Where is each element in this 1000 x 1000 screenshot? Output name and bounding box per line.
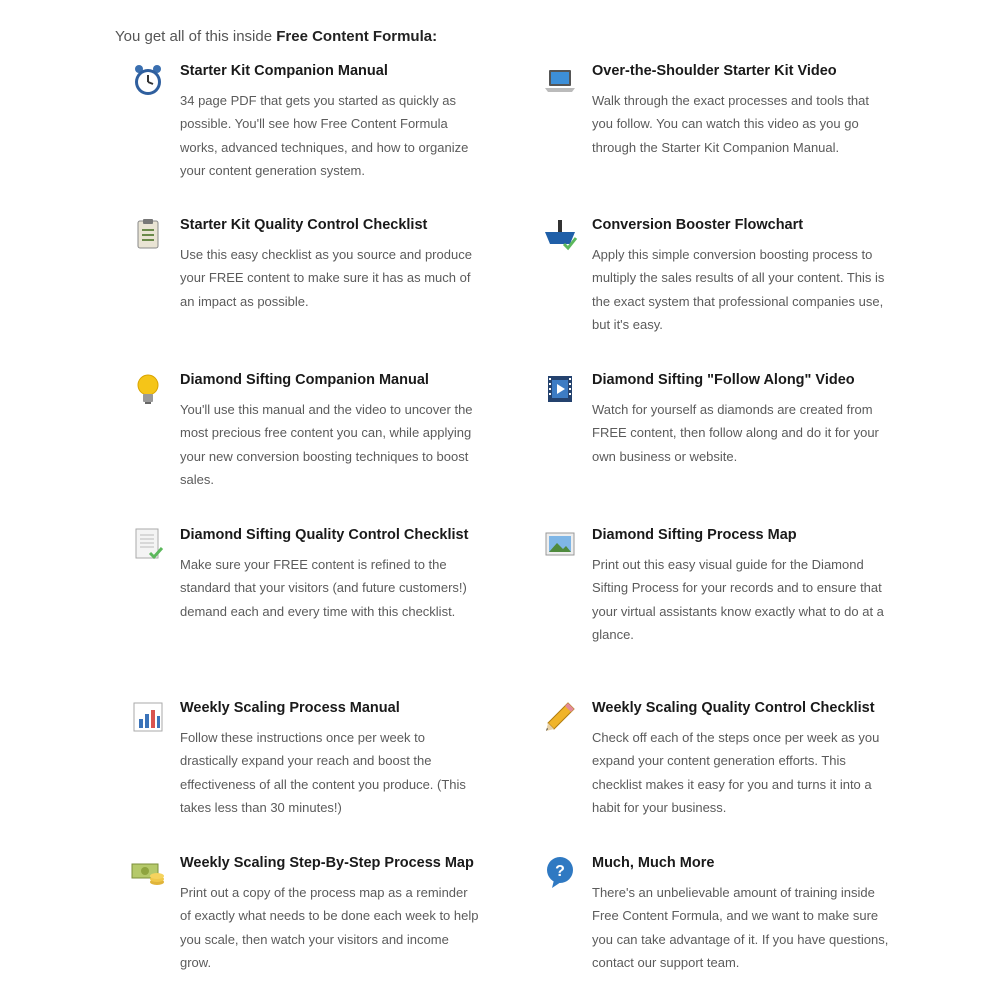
- item-description: Watch for yourself as diamonds are created from FREE content, then follow along and do it for your own business or website.: [592, 402, 879, 464]
- item-title: Diamond Sifting "Follow Along" Video: [592, 372, 855, 388]
- feature-item: [592, 62, 892, 159]
- item-description: Print out a copy of the process map as a reminder of exactly what needs to be done each week to help you scale, then watch your visitors and income grow.: [180, 885, 479, 971]
- feature-item: [592, 216, 892, 337]
- item-description: 34 page PDF that gets you started as quickly as possible. You'll see how Free Content Formula works, advanced techniques, and how to organize your content generation system.: [180, 93, 469, 179]
- feature-item: [180, 854, 480, 975]
- item-title: Diamond Sifting Quality Control Checklist: [180, 527, 469, 543]
- feature-item: [180, 216, 480, 313]
- feature-item: [180, 526, 480, 623]
- feature-item: [180, 371, 480, 492]
- intro-text: [115, 28, 437, 45]
- item-description: Print out this easy visual guide for the Diamond Sifting Process for your records and to ensure that your virtual assistants know exactly what to do at a glance.: [592, 557, 884, 643]
- feature-item: [592, 371, 892, 468]
- video-film-icon: [542, 371, 578, 407]
- basket-check-icon: [542, 216, 578, 252]
- pencil-icon: [542, 699, 578, 735]
- picture-icon: [542, 526, 578, 562]
- item-title: Conversion Booster Flowchart: [592, 217, 804, 233]
- feature-item: [555, 854, 892, 975]
- item-description: Check off each of the steps once per week as you expand your content generation efforts. This checklist makes it easy for you and turns it into a habit for your business.: [592, 730, 880, 816]
- item-title: Much, Much More: [592, 855, 715, 871]
- feature-item: [592, 699, 892, 820]
- item-description: Follow these instructions once per week to drastically expand your reach and boost the effectiveness of all the content you produce. (This takes less than 30 minutes!): [180, 730, 466, 816]
- laptop-icon: [542, 62, 578, 98]
- intro-prefix: You get all of this inside: [115, 28, 277, 45]
- intro-product-name: Free Content Formula:: [276, 28, 438, 45]
- feature-item: [180, 62, 480, 183]
- item-title: Diamond Sifting Companion Manual: [180, 372, 429, 388]
- item-description: There's an unbelievable amount of training inside Free Content Formula, and we want to make sure you can take advantage of it. If you have questions, contact our support team.: [592, 885, 889, 971]
- lightbulb-icon: [130, 371, 166, 407]
- item-description: Make sure your FREE content is refined to the standard that your visitors (and future customers!) demand each and every time with this checklist.: [180, 557, 467, 619]
- help-bubble-icon: [542, 854, 578, 890]
- item-title: Weekly Scaling Step-By-Step Process Map: [180, 855, 474, 871]
- item-title: Starter Kit Quality Control Checklist: [180, 217, 428, 233]
- feature-item: [592, 526, 892, 647]
- item-description: Apply this simple conversion boosting process to multiply the sales results of all your content. This is the exact system that professional companies use, but it's easy.: [592, 247, 885, 333]
- item-title: Over-the-Shoulder Starter Kit Video: [592, 63, 837, 79]
- clipboard-icon: [130, 216, 166, 252]
- item-description: Use this easy checklist as you source and produce your FREE content to make sure it has as much of an impact as possible.: [180, 247, 472, 309]
- item-title: Diamond Sifting Process Map: [592, 527, 797, 543]
- item-description: You'll use this manual and the video to uncover the most precious free content you can, while applying your new conversion boosting techniques to boost sales.: [180, 402, 473, 488]
- item-title: Weekly Scaling Process Manual: [180, 700, 400, 716]
- item-title: Weekly Scaling Quality Control Checklist: [592, 700, 875, 716]
- alarm-clock-icon: [130, 62, 166, 98]
- document-check-icon: [130, 526, 166, 562]
- item-description: Walk through the exact processes and tools that you follow. You can watch this video as you go through the Starter Kit Companion Manual.: [592, 93, 870, 155]
- item-title: Starter Kit Companion Manual: [180, 63, 388, 79]
- svg-text:?: ?: [555, 863, 565, 880]
- feature-item: [180, 699, 480, 820]
- money-coins-icon: [130, 854, 166, 890]
- bar-chart-icon: [130, 699, 166, 735]
